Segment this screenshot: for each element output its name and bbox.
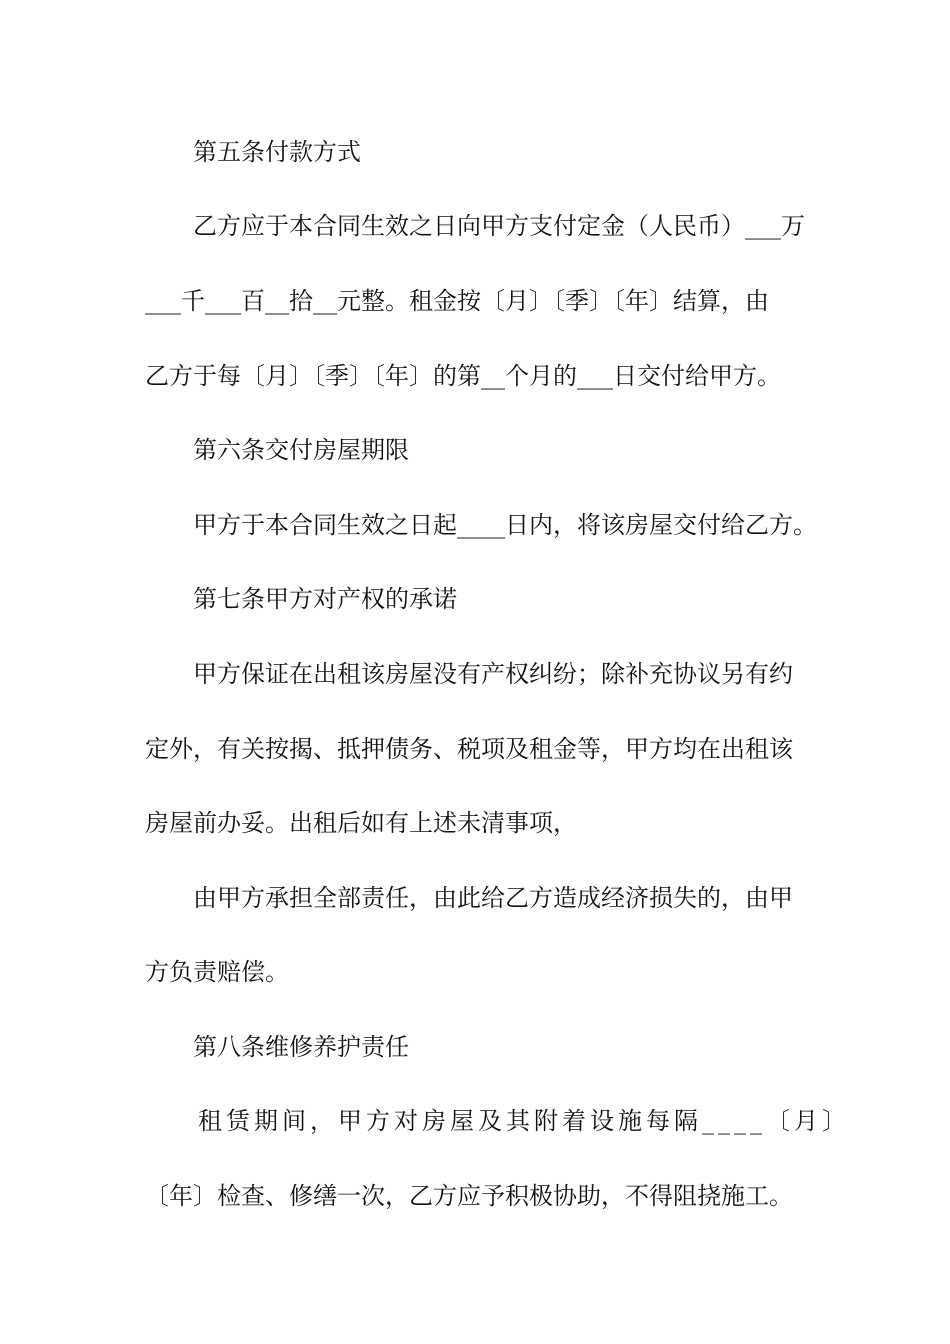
section-heading-8: 第八条维修养护责任 bbox=[193, 1033, 409, 1061]
paragraph-line: ___千___百__拾__元整。租金按〔月〕〔季〕〔年〕结算，由 bbox=[145, 287, 769, 315]
paragraph-line: 房屋前办妥。出租后如有上述未清事项， bbox=[145, 809, 577, 837]
section-heading-6: 第六条交付房屋期限 bbox=[193, 436, 409, 464]
paragraph-line: 〔年〕检查、修缮一次，乙方应予积极协助，不得阻挠施工。 bbox=[145, 1182, 793, 1210]
paragraph-line: 乙方于每〔月〕〔季〕〔年〕的第__个月的___日交付给甲方。 bbox=[145, 362, 781, 390]
paragraph-line: 甲方于本合同生效之日起____日内，将该房屋交付给乙方。 bbox=[193, 511, 817, 539]
paragraph-line: 由甲方承担全部责任，由此给乙方造成经济损失的，由甲 bbox=[193, 884, 793, 912]
paragraph-line: 乙方应于本合同生效之日向甲方支付定金（人民币）___万 bbox=[193, 212, 805, 240]
section-heading-7: 第七条甲方对产权的承诺 bbox=[193, 585, 457, 613]
section-heading-5: 第五条付款方式 bbox=[193, 138, 361, 166]
paragraph-line: 定外，有关按揭、抵押债务、税项及租金等，甲方均在出租该 bbox=[145, 735, 793, 763]
paragraph-line: 租赁期间，甲方对房屋及其附着设施每隔____〔月〕 bbox=[198, 1107, 850, 1135]
paragraph-line: 方负责赔偿。 bbox=[145, 958, 289, 986]
paragraph-line: 甲方保证在出租该房屋没有产权纠纷；除补充协议另有约 bbox=[193, 660, 793, 688]
